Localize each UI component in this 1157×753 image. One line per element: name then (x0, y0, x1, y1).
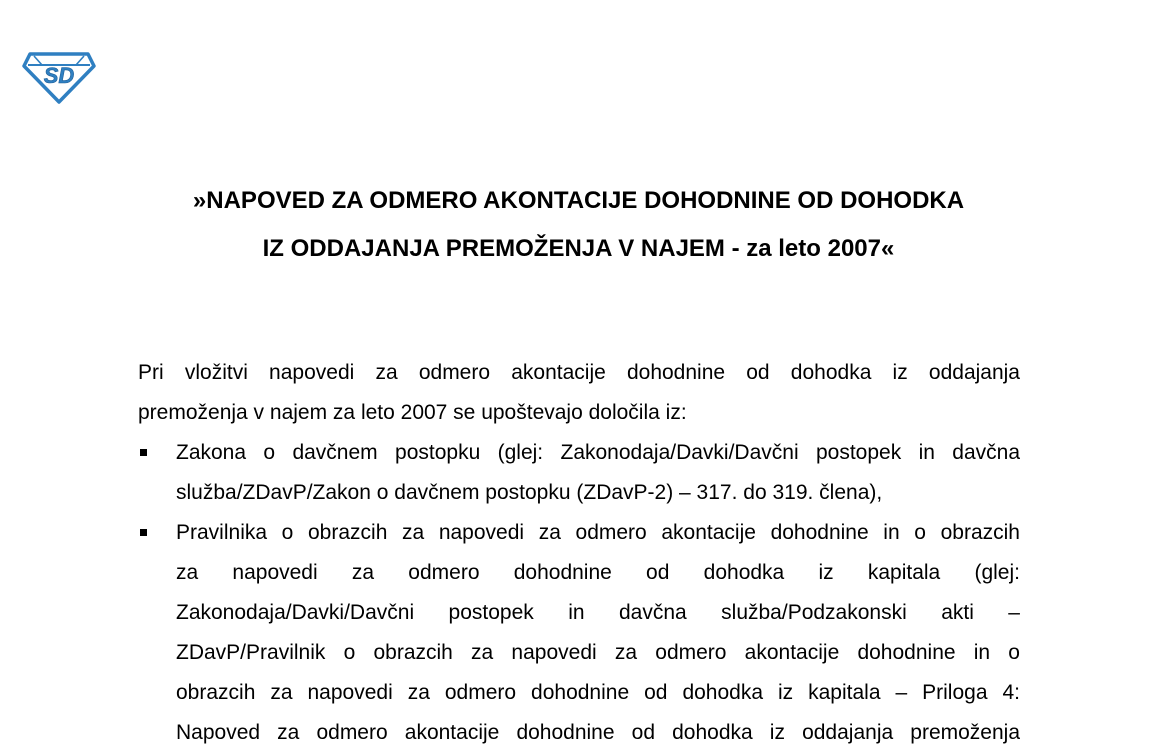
list-item (138, 433, 1020, 513)
document-title-line-2: IZ ODDAJANJA PREMOŽENJA V NAJEM - za leto 2007« (262, 235, 895, 262)
list-item-line: Zakona o davčnem postopku (glej: Zakonodaja/Davki/Davčni postopek in davčna (176, 441, 1020, 464)
legal-sources-list (138, 433, 1020, 753)
list-item-line: služba/ZDavP/Zakon o davčnem postopku (ZDavP-2) – 317. do 319. člena), (176, 481, 883, 504)
logo-letters: SD (43, 63, 75, 88)
list-item-line: obrazcih za napovedi za odmero dohodnine od dohodka iz kapitala – Priloga 4: (176, 681, 1020, 704)
shield-logo-icon (22, 48, 96, 104)
list-item-line: za napovedi za odmero dohodnine od dohodka iz kapitala (glej: (176, 561, 1020, 584)
list-item-line: Pravilnika o obrazcih za napovedi za odmero akontacije dohodnine in o obrazcih (176, 521, 1020, 544)
intro-paragraph (138, 353, 1020, 433)
list-item-line: Napoved za odmero akontacije dohodnine od dohodka iz oddajanja premoženja (176, 721, 1020, 744)
square-bullet-icon (140, 449, 147, 456)
intro-line: Pri vložitvi napovedi za odmero akontacije dohodnine od dohodka iz oddajanja (138, 361, 1020, 384)
company-logo (22, 48, 96, 104)
square-bullet-icon (140, 529, 147, 536)
list-item-line: ZDavP/Pravilnik o obrazcih za napovedi za odmero akontacije dohodnine in o (176, 641, 1020, 664)
document-title-line-1: »NAPOVED ZA ODMERO AKONTACIJE DOHODNINE OD DOHODKA (192, 187, 965, 214)
list-item-line: Zakonodaja/Davki/Davčni postopek in davčna služba/Podzakonski akti – (176, 601, 1020, 624)
intro-line: premoženja v najem za leto 2007 se upoštevajo določila iz: (138, 401, 687, 424)
list-item (138, 513, 1020, 753)
